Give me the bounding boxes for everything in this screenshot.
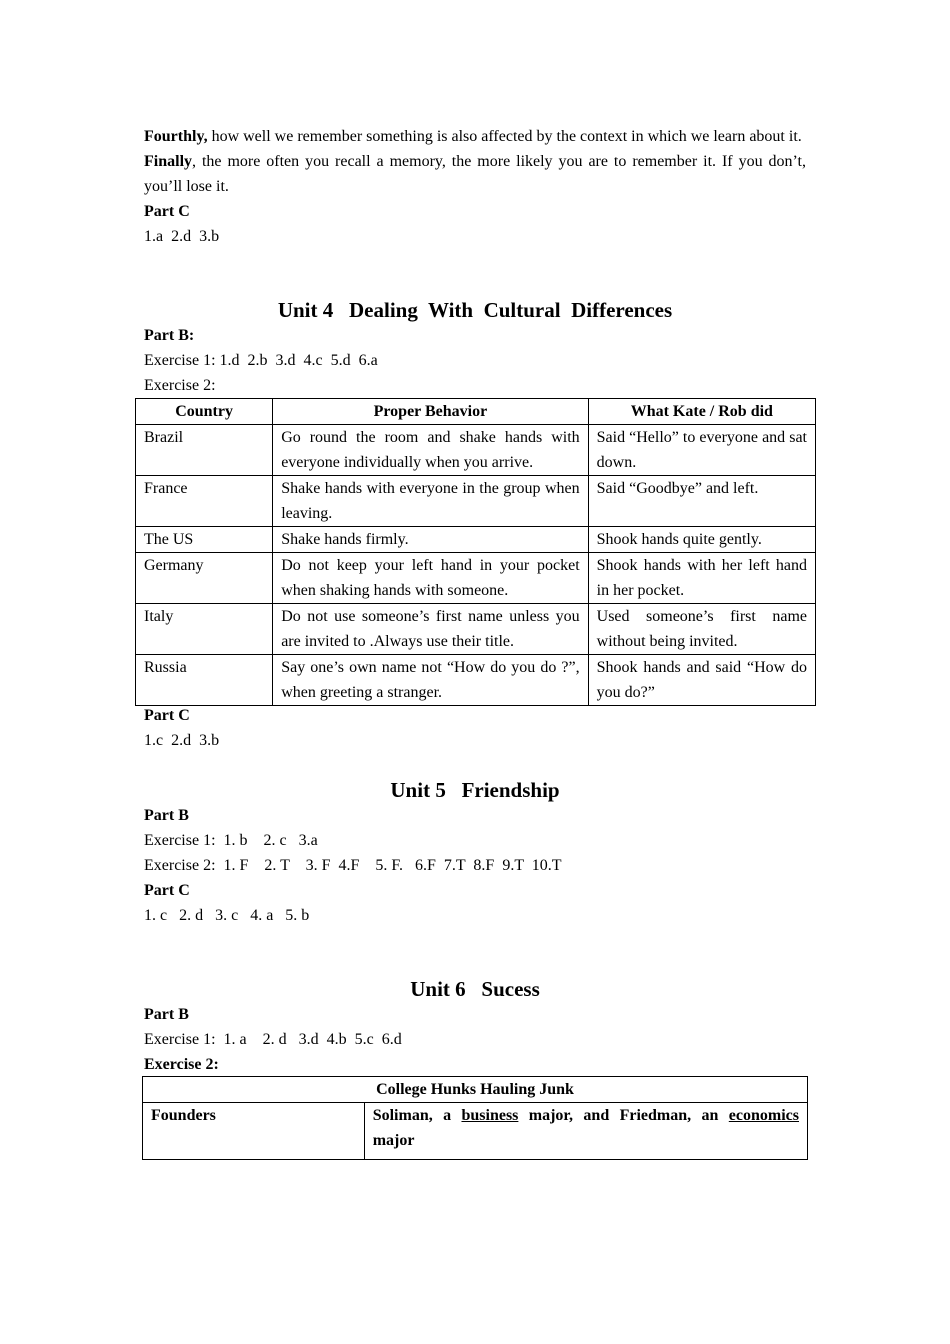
unit4-title: Unit 4 Dealing With Cultural Differences xyxy=(277,298,673,322)
table-row xyxy=(136,655,816,706)
action-cell: Shook hands quite gently. xyxy=(588,527,815,553)
country-cell: The US xyxy=(136,527,273,553)
unit4-partb xyxy=(144,323,806,398)
part-c-label: Part C xyxy=(144,882,190,899)
unit6-section xyxy=(144,1002,806,1077)
column-header: What Kate / Rob did xyxy=(588,399,815,425)
exercise2-label: Exercise 2: xyxy=(144,1056,219,1073)
behavior-cell: Shake hands with everyone in the group when leaving. xyxy=(273,476,588,527)
intro-section xyxy=(144,124,806,249)
company-table xyxy=(142,1076,808,1160)
action-cell: Used someone’s first name without being invited. xyxy=(588,604,815,655)
founders-value-cell: Soliman, a business major, and Friedman, an economics major xyxy=(364,1103,807,1160)
column-header: Proper Behavior xyxy=(273,399,588,425)
underlined-answer: economics xyxy=(728,1107,799,1124)
exercise1-answers: Exercise 1: 1. b 2. c 3.a xyxy=(144,832,318,849)
paragraph-lead: Finally xyxy=(144,153,193,170)
paragraph-fourthly xyxy=(144,124,806,149)
table-row xyxy=(136,527,816,553)
founders-label-cell: Founders xyxy=(143,1103,365,1160)
paragraph-text: , the more often you recall a memory, the more likely you are to remember it. If you don’t, you’ll lose it. xyxy=(144,153,806,195)
part-b-label: Part B: xyxy=(144,327,195,344)
part-c-answers: 1.c 2.d 3.b xyxy=(144,732,220,749)
unit5-title: Unit 5 Friendship xyxy=(390,778,560,802)
behavior-cell: Do not use someone’s first name unless you are invited to .Always use their title. xyxy=(273,604,588,655)
behavior-cell: Shake hands firmly. xyxy=(273,527,588,553)
paragraph-finally xyxy=(144,149,806,199)
country-cell: Brazil xyxy=(136,425,273,476)
exercise2-answers: Exercise 2: 1. F 2. T 3. F 4.F 5. F. 6.F 7.T 8.F 9.T 10.T xyxy=(144,857,562,874)
part-c-label: Part C xyxy=(144,707,190,724)
part-b-label: Part B xyxy=(144,807,189,824)
action-cell: Said “Hello” to everyone and sat down. xyxy=(588,425,815,476)
action-cell: Shook hands with her left hand in her pocket. xyxy=(588,553,815,604)
table-header-row xyxy=(136,399,816,425)
unit4-partc xyxy=(144,703,806,753)
table-row xyxy=(136,604,816,655)
unit6-title: Unit 6 Sucess xyxy=(410,977,540,1001)
table-row xyxy=(136,553,816,604)
part-b-label: Part B xyxy=(144,1006,189,1023)
underlined-answer: business xyxy=(461,1107,519,1124)
country-cell: Germany xyxy=(136,553,273,604)
country-cell: France xyxy=(136,476,273,527)
action-cell: Shook hands and said “How do you do?” xyxy=(588,655,815,706)
part-c-answers: 1. c 2. d 3. c 4. a 5. b xyxy=(144,907,310,924)
country-cell: Italy xyxy=(136,604,273,655)
exercise1-answers: Exercise 1: 1.d 2.b 3.d 4.c 5.d 6.a xyxy=(144,352,378,369)
column-header: Country xyxy=(136,399,273,425)
behavior-cell: Do not keep your left hand in your pocket when shaking hands with someone. xyxy=(273,553,588,604)
country-cell: Russia xyxy=(136,655,273,706)
exercise2-label: Exercise 2: xyxy=(144,377,216,394)
part-c-answers: 1.a 2.d 3.b xyxy=(144,228,220,245)
paragraph-lead: Fourthly, xyxy=(144,128,208,145)
exercise1-answers: Exercise 1: 1. a 2. d 3.d 4.b 5.c 6.d xyxy=(144,1031,402,1048)
paragraph-text: how well we remember something is also affected by the context in which we learn about it. xyxy=(207,128,802,145)
table-row xyxy=(136,425,816,476)
behavior-cell: Say one’s own name not “How do you do ?”, when greeting a stranger. xyxy=(273,655,588,706)
unit5-section xyxy=(144,803,806,928)
table-row xyxy=(136,476,816,527)
company-name-header: College Hunks Hauling Junk xyxy=(143,1077,808,1103)
table-header-row xyxy=(143,1077,808,1103)
table-row xyxy=(143,1103,808,1160)
behavior-cell: Go round the room and shake hands with everyone individually when you arrive. xyxy=(273,425,588,476)
action-cell: Said “Goodbye” and left. xyxy=(588,476,815,527)
part-c-label: Part C xyxy=(144,203,190,220)
cultural-behavior-table xyxy=(135,398,816,706)
